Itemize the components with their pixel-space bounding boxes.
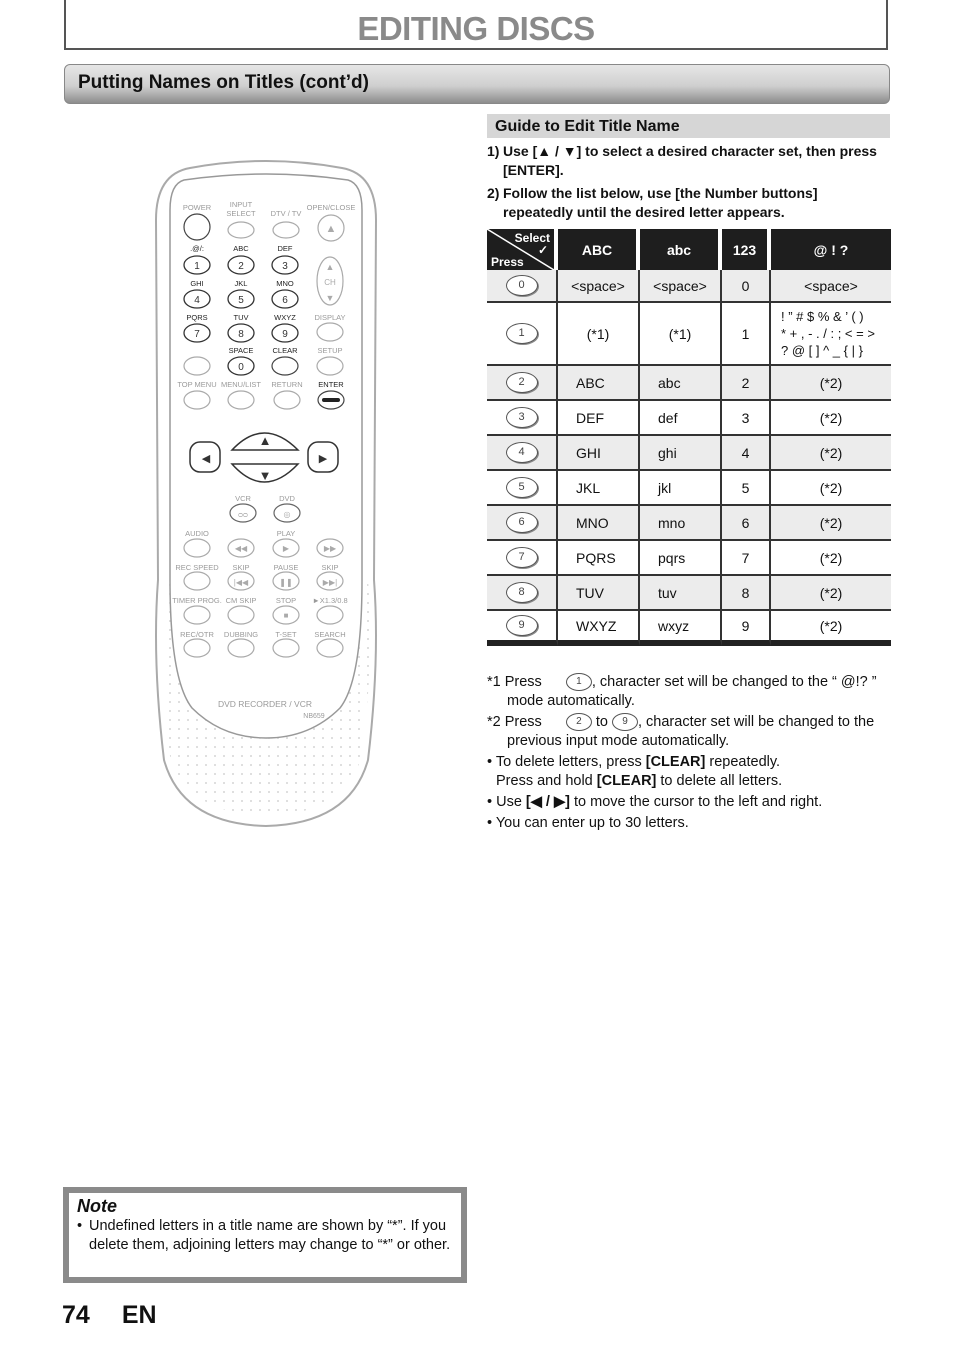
step-1: 1) Use [▲ / ▼] to select a desired character set, then press [ENTER]. <box>487 143 877 178</box>
number-key-6-icon: 6 <box>506 512 538 533</box>
svg-text:TOP MENU: TOP MENU <box>177 380 217 389</box>
dash-button[interactable] <box>184 357 210 375</box>
cell-abc-lower: (*1) <box>640 303 722 366</box>
press-key-cell <box>487 541 558 576</box>
power-label: POWER <box>182 203 212 212</box>
section-title: Putting Names on Titles (cont’d) <box>78 72 369 93</box>
cell-symbols: <space> <box>771 270 891 303</box>
table-row <box>487 576 891 611</box>
svg-text:WXYZ: WXYZ <box>274 313 296 322</box>
digit-1-label: 1 <box>194 261 200 272</box>
cell-symbols: (*2) <box>771 401 891 436</box>
top-menu-button[interactable] <box>184 391 210 409</box>
cell-abc-lower: pqrs <box>640 541 722 576</box>
cell-abc-upper: <space> <box>558 270 640 303</box>
play-icon: ▶ <box>282 544 290 553</box>
footnote-1: *1 Press 1 , character set will be changed to the “ @!? ” mode automatically. <box>487 674 877 709</box>
number-key-3-icon: 3 <box>506 407 538 428</box>
cell-abc-lower: wxyz <box>640 611 722 646</box>
digit-9-label: 9 <box>282 329 288 340</box>
cell-abc-lower: ghi <box>640 436 722 471</box>
channel-up-icon: ▲ <box>325 262 335 272</box>
cell-symbols: (*2) <box>771 611 891 646</box>
press-key-cell <box>487 270 558 303</box>
digit-8-label: 8 <box>238 329 244 340</box>
cell-123: 4 <box>722 436 771 471</box>
check-icon: ✓ <box>537 243 548 257</box>
rewind-icon: ◀◀ <box>234 544 248 553</box>
rec-speed-button[interactable] <box>184 572 210 590</box>
press-key-cell <box>487 366 558 401</box>
svg-text:STOP: STOP <box>275 596 297 605</box>
section-heading-bar <box>64 64 890 104</box>
svg-text:CLEAR: CLEAR <box>272 346 298 355</box>
table-row <box>487 611 891 646</box>
dubbing-button[interactable] <box>228 639 254 657</box>
enter-bar-icon <box>322 398 340 402</box>
cell-123: 2 <box>722 366 771 401</box>
note-text: • Undefined letters in a title name are shown by “*”. If you delete them, adjoining letters may change to “*” or other. <box>77 1218 451 1253</box>
t-set-button[interactable] <box>273 639 299 657</box>
svg-text:JKL: JKL <box>234 279 248 288</box>
svg-text:TUV: TUV <box>233 313 249 322</box>
cell-abc-lower: def <box>640 401 722 436</box>
press-key-cell <box>487 303 558 366</box>
menu-list-button[interactable] <box>228 391 254 409</box>
number-key-9-icon: 9 <box>506 615 538 636</box>
svg-text:T-SET: T-SET <box>275 630 297 639</box>
table-header-row <box>487 229 891 270</box>
language-code: EN <box>121 1301 157 1329</box>
audio-button[interactable] <box>184 539 210 557</box>
left-triangle-icon: ◀ <box>201 453 211 465</box>
setup-button[interactable] <box>317 357 343 375</box>
skip-forward-icon: ▶▶| <box>322 578 338 587</box>
rec-otr-button[interactable] <box>184 639 210 657</box>
svg-text:►X1.3/0.8: ►X1.3/0.8 <box>312 596 348 605</box>
cell-123: 5 <box>722 471 771 506</box>
svg-text:AUDIO: AUDIO <box>185 529 209 538</box>
svg-text:SEARCH: SEARCH <box>314 630 346 639</box>
cell-abc-upper: DEF <box>558 401 640 436</box>
bullet-clear: • To delete letters, press [CLEAR] repeatedly. Press and hold [CLEAR] to delete all letters. <box>487 754 783 789</box>
open-close-label: OPEN/CLOSE <box>306 203 356 212</box>
svg-text:MNO: MNO <box>276 279 294 288</box>
cell-123: 6 <box>722 506 771 541</box>
display-button[interactable] <box>317 323 343 341</box>
number-key-5-icon: 5 <box>506 477 538 498</box>
svg-text:PLAY: PLAY <box>276 529 296 538</box>
note-title: Note <box>77 1196 117 1216</box>
search-button[interactable] <box>317 639 343 657</box>
cell-123: 7 <box>722 541 771 576</box>
press-key-cell <box>487 506 558 541</box>
skip-back-icon: |◀◀ <box>233 578 249 587</box>
svg-text:DISPLAY: DISPLAY <box>314 313 346 322</box>
svg-text:CM SKIP: CM SKIP <box>225 596 257 605</box>
select-label: Select <box>514 231 550 245</box>
cell-abc-upper: TUV <box>558 576 640 611</box>
col-header-abc-lower: abc <box>640 229 722 270</box>
footnotes <box>487 673 887 835</box>
table-row <box>487 506 891 541</box>
down-triangle-icon: ▼ <box>258 468 272 483</box>
cell-abc-lower: jkl <box>640 471 722 506</box>
cell-symbols: (*2) <box>771 366 891 401</box>
cell-abc-lower: tuv <box>640 576 722 611</box>
guide-title-bar <box>487 114 890 138</box>
cell-123: 3 <box>722 401 771 436</box>
cell-abc-upper: JKL <box>558 471 640 506</box>
up-triangle-icon: ▲ <box>258 433 272 448</box>
digit-2-label: 2 <box>238 261 244 272</box>
remote-control-illustration <box>150 160 382 830</box>
cell-symbols: (*2) <box>771 506 891 541</box>
stop-icon: ■ <box>283 611 289 620</box>
number-key-1-icon: 1 <box>506 323 538 344</box>
number-key-0-icon: 0 <box>506 275 538 296</box>
number-key-2-icon: 2 <box>506 372 538 393</box>
digit-6-label: 6 <box>282 295 288 306</box>
cell-symbols: (*2) <box>771 541 891 576</box>
digit-0-label: 0 <box>238 362 244 373</box>
vcr-tape-icon: ᴑᴑ <box>238 510 248 519</box>
page-header <box>64 0 888 50</box>
cell-symbols <box>771 303 891 366</box>
character-set-table <box>487 229 891 646</box>
dvd-disc-icon: ◎ <box>283 510 291 519</box>
cell-abc-upper: WXYZ <box>558 611 640 646</box>
fast-forward-icon: ▶▶ <box>323 544 337 553</box>
svg-text:NB659: NB659 <box>303 713 325 720</box>
cm-skip-button[interactable] <box>228 606 254 624</box>
page-footer <box>62 1301 157 1330</box>
dtv-tv-label: DTV / TV <box>270 209 302 218</box>
svg-text:SPACE: SPACE <box>228 346 254 355</box>
table-row <box>487 401 891 436</box>
number-key-7-icon: 7 <box>506 547 538 568</box>
pause-icon: ❚❚ <box>279 578 293 587</box>
page-number: 74 <box>62 1301 90 1329</box>
svg-text:REC SPEED: REC SPEED <box>175 563 219 572</box>
cell-abc-lower: mno <box>640 506 722 541</box>
svg-text:PAUSE: PAUSE <box>273 563 299 572</box>
svg-text:VCR: VCR <box>235 494 251 503</box>
slow-button[interactable] <box>317 606 343 624</box>
svg-text:DUBBING: DUBBING <box>223 630 259 639</box>
table-corner-cell <box>487 229 558 270</box>
table-row <box>487 303 891 366</box>
svg-text:ABC: ABC <box>233 244 249 253</box>
cell-abc-upper: PQRS <box>558 541 640 576</box>
svg-text:PQRS: PQRS <box>186 313 208 322</box>
cell-123: 1 <box>722 303 771 366</box>
col-header-123: 123 <box>722 229 771 270</box>
key-9-icon: 9 <box>612 713 638 731</box>
step-2: 2) Follow the list below, use [the Number buttons] repeatedly until the desired letter appears. <box>487 185 818 220</box>
digit-7-label: 7 <box>194 329 200 340</box>
number-key-8-icon: 8 <box>506 582 538 603</box>
table-row <box>487 471 891 506</box>
input-select-label-2: SELECT <box>226 209 256 218</box>
symbol-line: ! ” # $ % & ’ ( ) <box>781 309 864 324</box>
right-triangle-icon: ▶ <box>318 453 328 465</box>
bullet-cursor: • Use [◀ / ▶] to move the cursor to the left and right. <box>487 794 823 810</box>
input-select-label-1: INPUT <box>229 200 253 209</box>
press-label: Press <box>491 255 524 269</box>
cell-symbols: (*2) <box>771 576 891 611</box>
key-1-icon: 1 <box>566 673 592 691</box>
press-key-cell <box>487 576 558 611</box>
svg-text:DVD: DVD <box>279 494 295 503</box>
dtv-tv-button[interactable] <box>273 222 299 238</box>
page-title: EDITING DISCS <box>357 10 595 47</box>
press-key-cell <box>487 611 558 646</box>
svg-text:.@/:: .@/: <box>190 244 204 253</box>
cell-symbols: (*2) <box>771 471 891 506</box>
svg-text:SKIP: SKIP <box>321 563 339 572</box>
svg-text:REC/OTR: REC/OTR <box>180 630 214 639</box>
table-row <box>487 436 891 471</box>
digit-5-label: 5 <box>238 295 244 306</box>
svg-text:DEF: DEF <box>277 244 293 253</box>
footnote-2: *2 Press 2 to 9 , character set will be changed to the previous input mode automatically. <box>487 714 875 749</box>
channel-down-icon: ▼ <box>325 293 335 303</box>
number-key-4-icon: 4 <box>506 442 538 463</box>
table-row <box>487 366 891 401</box>
svg-text:ENTER: ENTER <box>318 380 344 389</box>
svg-text:DVD RECORDER / VCR: DVD RECORDER / VCR <box>218 699 312 709</box>
digit-3-label: 3 <box>282 261 288 272</box>
cell-123: 9 <box>722 611 771 646</box>
return-button[interactable] <box>274 391 300 409</box>
col-header-abc-upper: ABC <box>558 229 640 270</box>
cell-abc-upper: ABC <box>558 366 640 401</box>
channel-label: CH <box>324 278 336 287</box>
cell-abc-lower: abc <box>640 366 722 401</box>
symbol-line: * + , - . / : ; < = > <box>781 326 875 341</box>
cell-123: 0 <box>722 270 771 303</box>
svg-text:SETUP: SETUP <box>317 346 343 355</box>
note-box <box>63 1187 467 1283</box>
cell-abc-upper: (*1) <box>558 303 640 366</box>
input-select-button[interactable] <box>228 222 254 238</box>
cell-abc-lower: <space> <box>640 270 722 303</box>
timer-prog-button[interactable] <box>184 606 210 624</box>
svg-text:TIMER PROG.: TIMER PROG. <box>172 596 222 605</box>
cell-abc-upper: GHI <box>558 436 640 471</box>
power-button[interactable] <box>184 214 210 240</box>
press-key-cell <box>487 401 558 436</box>
svg-text:RETURN: RETURN <box>271 380 303 389</box>
key-2-icon: 2 <box>566 713 592 731</box>
symbol-line: ? @ [ ] ^ _ { | } <box>781 343 863 358</box>
press-key-cell <box>487 436 558 471</box>
guide-steps <box>487 142 887 226</box>
cell-symbols: (*2) <box>771 436 891 471</box>
table-row <box>487 541 891 576</box>
digit-4-label: 4 <box>194 295 200 306</box>
table-row <box>487 270 891 303</box>
guide-title: Guide to Edit Title Name <box>495 118 680 135</box>
col-header-symbols: @ ! ? <box>771 229 891 270</box>
svg-text:MENU/LIST: MENU/LIST <box>220 380 262 389</box>
clear-button[interactable] <box>272 357 298 375</box>
bullet-limit: • You can enter up to 30 letters. <box>487 815 689 831</box>
svg-text:SKIP: SKIP <box>232 563 250 572</box>
press-key-cell <box>487 471 558 506</box>
cell-abc-upper: MNO <box>558 506 640 541</box>
svg-text:GHI: GHI <box>190 279 204 288</box>
cell-123: 8 <box>722 576 771 611</box>
eject-icon: ▲ <box>325 223 337 235</box>
